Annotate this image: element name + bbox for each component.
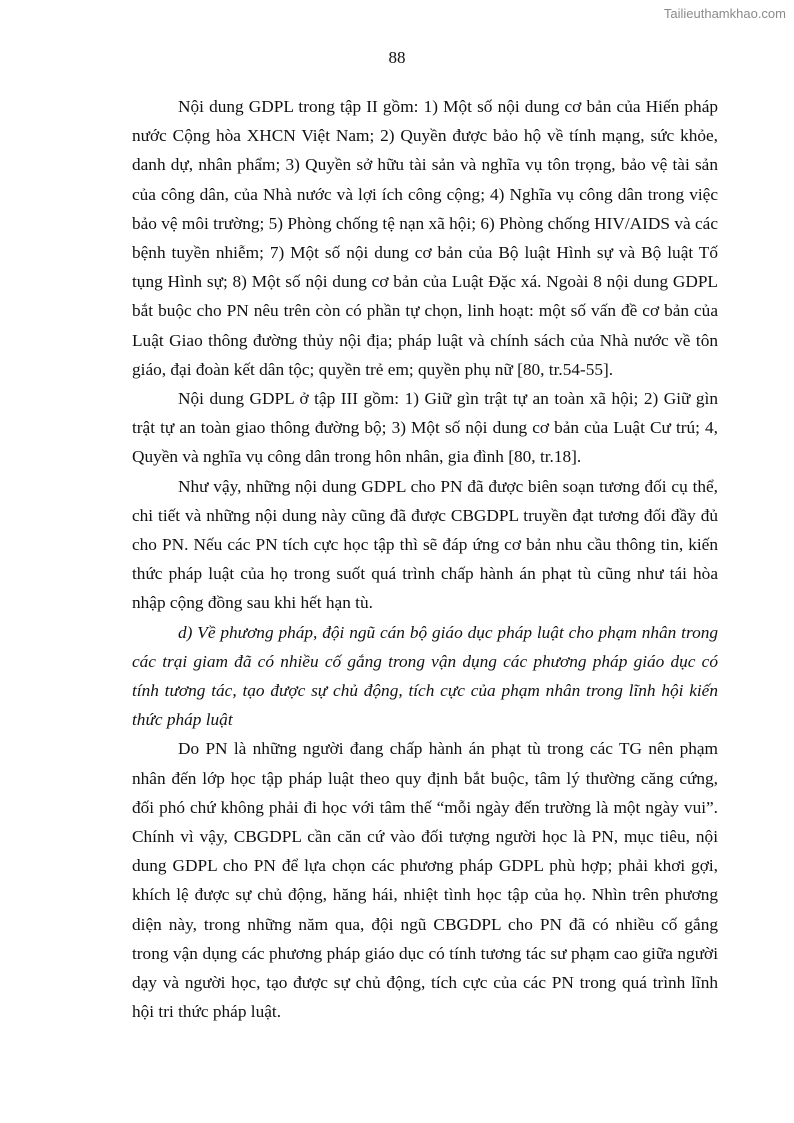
section-heading-methods: d) Về phương pháp, đội ngũ cán bộ giáo dục pháp luật cho phạm nhân trong các trại giam đã có nhiều cố gắng trong vận dụng các phương pháp giáo dục có tính tương tác, tạo được sự chủ động, tích cực của phạm nhân trong lĩnh hội kiến thức pháp luật [132, 622, 718, 730]
paragraph-summary: Như vậy, những nội dung GDPL cho PN đã được biên soạn tương đối cụ thể, chi tiết và những nội dung này cũng đã được CBGDPL truyền đạt tương đối đầy đủ cho PN. Nếu các PN tích cực học tập thì sẽ đáp ứng cơ bản nhu cầu thông tin, kiến thức pháp luật của họ trong suốt quá trình chấp hành án phạt tù cũng như tái hòa nhập cộng đồng sau khi hết hạn tù. [132, 476, 718, 613]
watermark: Tailieuthamkhao.com [663, 6, 786, 21]
paragraph-content-volume-2: Nội dung GDPL trong tập II gồm: 1) Một số nội dung cơ bản của Hiến pháp nước Cộng hòa XHCN Việt Nam; 2) Quyền được bảo hộ về tính mạng, sức khỏe, danh dự, nhân phẩm; 3) Quyền sở hữu tài sản và nghĩa vụ tôn trọng, bảo vệ tài sản của công dân, của Nhà nước và lợi ích công cộng; 4) Nghĩa vụ công dân trong việc bảo vệ môi trường; 5) Phòng chống tệ nạn xã hội; 6) Phòng chống HIV/AIDS và các bệnh tuyền nhiễm; 7) Một số nội dung cơ bản của Bộ luật Hình sự và Bộ luật Tố tụng Hình sự; 8) Một số nội dung cơ bản của Luật Đặc xá. Ngoài 8 nội dung GDPL bắt buộc cho PN nêu trên còn có phần tự chọn, linh hoạt: một số vấn đề cơ bản của Luật Giao thông đường thủy nội địa; pháp luật và chính sách của Nhà nước về tôn giáo, đại đoàn kết dân tộc; quyền trẻ em; quyền phụ nữ [80, tr.54-55]. [132, 97, 718, 379]
paragraph-content-volume-3: Nội dung GDPL ở tập III gồm: 1) Giữ gìn trật tự an toàn xã hội; 2) Giữ gìn trật tự an toàn giao thông đường bộ; 3) Một số nội dung cơ bản của Luật Cư trú; 4, Quyền và nghĩa vụ công dân trong hôn nhân, gia đình [80, tr.18]. [132, 389, 718, 467]
paragraph-methods: Do PN là những người đang chấp hành án phạt tù trong các TG nên phạm nhân đến lớp học tập pháp luật theo quy định bắt buộc, tâm lý thường căng cứng, đối phó chứ không phải đi học với tâm thế “mỗi ngày đến trường là một ngày vui”. Chính vì vậy, CBGDPL cần căn cứ vào đối tượng người học là PN, mục tiêu, nội dung GDPL cho PN để lựa chọn các phương pháp GDPL phù hợp; phải khơi gợi, khích lệ được sự chủ động, hăng hái, nhiệt tình học tập của họ. Nhìn trên phương diện này, trong những năm qua, đội ngũ CBGDPL cho PN đã có nhiều cố gắng trong vận dụng các phương pháp giáo dục có tính tương tác sư phạm cao giữa người dạy và người học, tạo được sự chủ động, tích cực của các PN trong quá trình lĩnh hội tri thức pháp luật. [132, 739, 718, 1022]
document-body [132, 92, 718, 1027]
page-number: 88 [388, 48, 406, 67]
